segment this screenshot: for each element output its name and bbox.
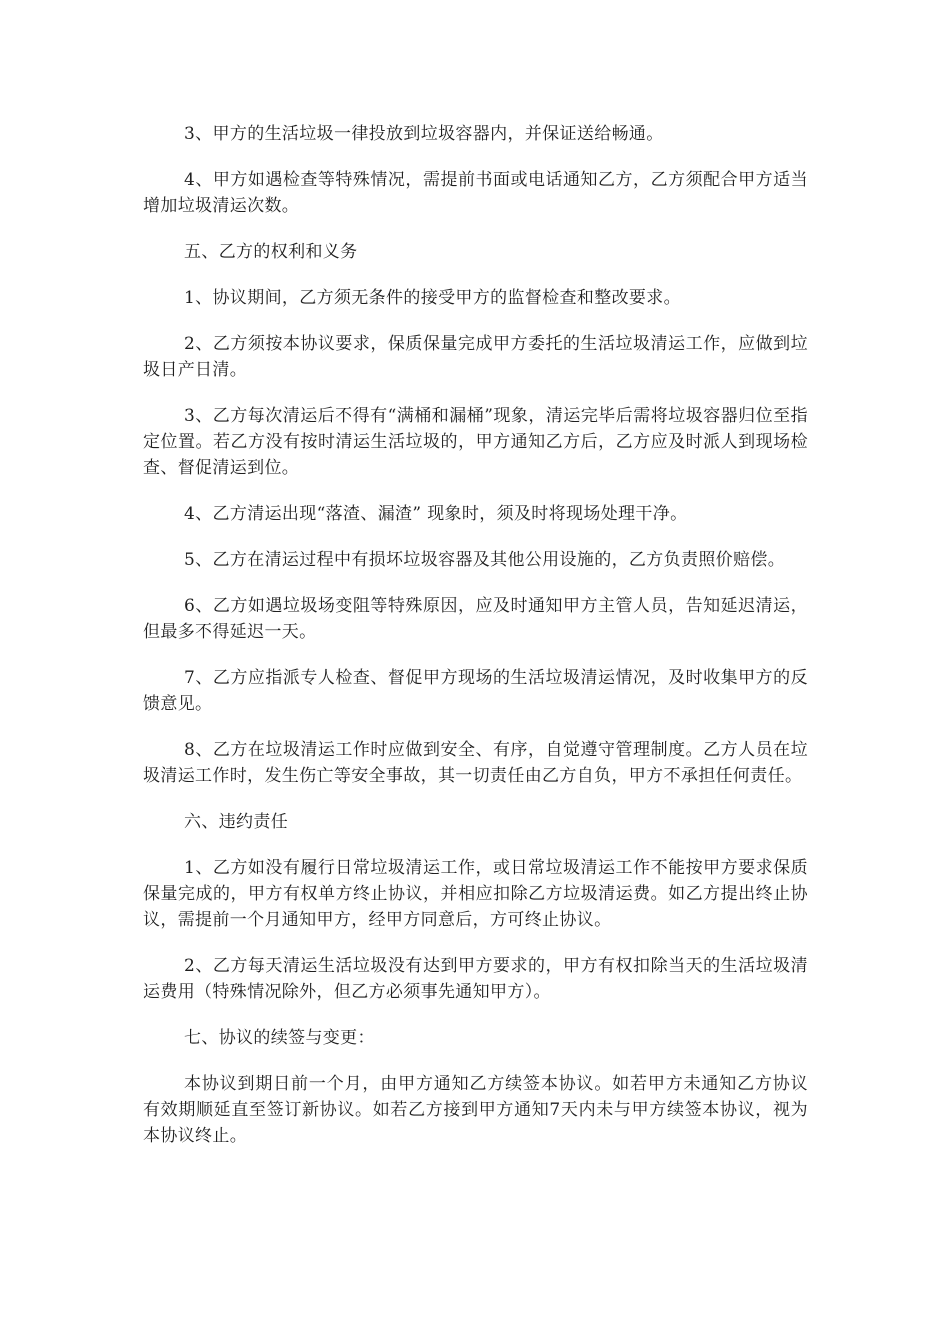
clause-b5-damage-compensation: 5、乙方在清运过程中有损坏垃圾容器及其他公用设施的，乙方负责照价赔偿。	[184, 550, 786, 570]
clause-b7-feedback: 7、乙方应指派专人检查、督促甲方现场的生活垃圾清运情况，及时收集甲方的反馈意见。	[143, 668, 808, 714]
section-heading-5: 五、乙方的权利和义务	[184, 242, 358, 262]
clause-a3-garbage-disposal: 3、甲方的生活垃圾一律投放到垃圾容器内，并保证送给畅通。	[184, 124, 664, 144]
section-heading-7: 七、协议的续签与变更：	[184, 1028, 375, 1048]
clause-b4-spill-cleanup: 4、乙方清运出现“落渣、漏渣” 现象时，须及时将现场处理干净。	[184, 504, 688, 524]
section-heading-6: 六、违约责任	[184, 812, 289, 832]
clause-b1-supervision: 1、协议期间，乙方须无条件的接受甲方的监督检查和整改要求。	[184, 288, 681, 308]
clause-c1-termination: 1、乙方如没有履行日常垃圾清运工作，或日常垃圾清运工作不能按甲方要求保质保量完成的，甲方有权单方终止协议，并相应扣除乙方垃圾清运费。如乙方提出终止协议，需提前一个月通知甲方，经甲方同意后，方可终止协议。	[143, 858, 808, 930]
clause-b2-daily-clearance: 2、乙方须按本协议要求，保质保量完成甲方委托的生活垃圾清运工作，应做到垃圾日产日清。	[143, 334, 808, 380]
clause-c2-fee-deduction: 2、乙方每天清运生活垃圾没有达到甲方要求的，甲方有权扣除当天的生活垃圾清运费用（特殊情况除外，但乙方必须事先通知甲方）。	[143, 956, 808, 1002]
clause-renewal: 本协议到期日前一个月，由甲方通知乙方续签本协议。如若甲方未通知乙方协议有效期顺延直至签订新协议。如若乙方接到甲方通知7天内未与甲方续签本协议，视为本协议终止。	[143, 1074, 808, 1146]
document-body	[143, 121, 808, 1169]
clause-b6-delay-notice: 6、乙方如遇垃圾场变阻等特殊原因，应及时通知甲方主管人员，告知延迟清运，但最多不得延迟一天。	[143, 596, 808, 642]
clause-b3-no-overflow: 3、乙方每次清运后不得有“满桶和漏桶”现象，清运完毕后需将垃圾容器归位至指定位置。若乙方没有按时清运生活垃圾的，甲方通知乙方后，乙方应及时派人到现场检查、督促清运到位。	[143, 406, 808, 478]
clause-a4-special-inspection: 4、甲方如遇检查等特殊情况，需提前书面或电话通知乙方，乙方须配合甲方适当增加垃圾清运次数。	[143, 170, 808, 216]
clause-b8-safety: 8、乙方在垃圾清运工作时应做到安全、有序，自觉遵守管理制度。乙方人员在垃圾清运工作时，发生伤亡等安全事故，其一切责任由乙方自负，甲方不承担任何责任。	[143, 740, 808, 786]
